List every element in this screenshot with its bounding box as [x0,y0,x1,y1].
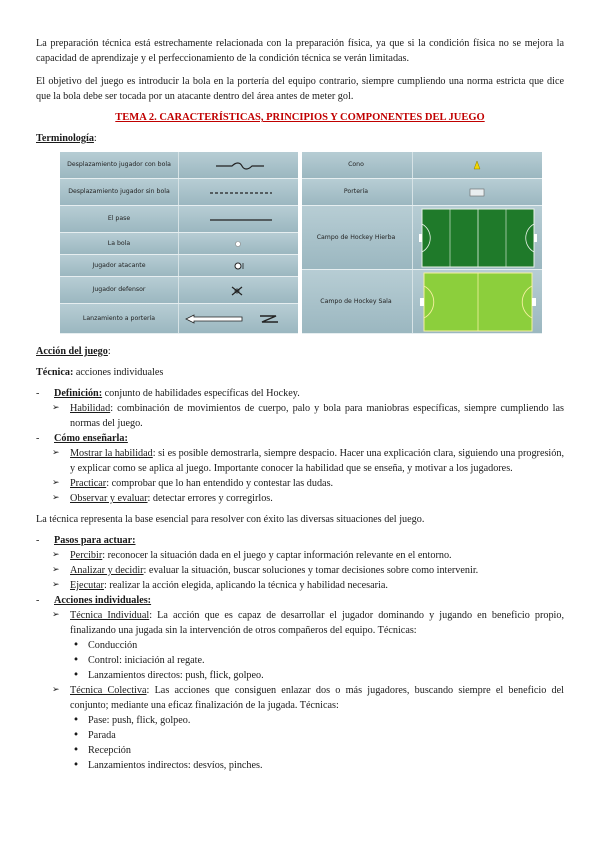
list-item: • Lanzamientos indirectos: desvíos, pinches. [36,758,564,773]
list-item: ➢ Mostrar la habilidad: si es posible demostrarla, siempre despacio. Hacer una explicación clara, siguiendo una progresión, y explicar como se aplica al juego. Importante conocer la habilidad que se enseña, y motivar a los jugadores. [36,446,564,476]
section-title: TEMA 2. CARACTERÍSTICAS, PRINCIPIOS Y COMPONENTES DEL JUEGO [115,112,485,123]
document-page [36,36,564,773]
term-label: Campo de Hockey Hierba [316,233,396,241]
list-item: ➢ Analizar y decidir: evaluar la situación, buscar soluciones y tomar decisiones sobre como intervenir. [36,563,564,578]
terminology-figure [36,152,564,334]
solid-line-icon [180,206,296,233]
dashed-line-icon [180,179,296,206]
list-item: - Acciones individuales: [36,593,564,608]
term-row [60,277,298,304]
terms-table-left [60,152,298,334]
terms-table-right [302,152,542,334]
list-item: • Parada [36,728,564,743]
term-row [60,152,298,179]
list-item: • Recepción [36,743,564,758]
goal-icon [414,179,540,206]
list-item: ➢ Técnica Colectiva: Las acciones que consiguen enlazar dos o más jugadores, buscando siempre el beneficio del conjunto; mediante una eficaz finalización de la jugada. Técnicas: [36,683,564,713]
term-label: Desplazamiento jugador sin bola [68,188,170,195]
intro-paragraph-2: El objetivo del juego es introducir la bola en la portería del equipo contrario, siempre cumpliendo una norma estricta que dice que la bola debe ser tocada por un atacante dentro del área antes de meter gol. [36,76,564,102]
term-row [302,152,542,179]
list-item: - Pasos para actuar: [36,533,564,548]
term-label: Campo de Hockey Sala [320,297,392,305]
list-item: ➢ Ejecutar: realizar la acción elegida, aplicando la técnica y habilidad necesaria. [36,578,564,593]
list-item: ➢ Percibir: reconocer la situación dada en el juego y captar información relevante en el entorno. [36,548,564,563]
list-item: • Pase: push, flick, golpeo. [36,713,564,728]
term-row [302,179,542,206]
tecnica-list [36,386,564,506]
list-item: - Definición: conjunto de habilidades específicas del Hockey. [36,386,564,401]
list-item: ➢ Habilidad: combinación de movimientos de cuerpo, palo y bola para maniobras específicas, siempre cumpliendo las normas del juego. [36,401,564,431]
term-row [60,255,298,277]
term-row [302,206,542,270]
cone-icon [414,152,540,179]
indoor-field-icon [414,270,540,334]
shot-arrow-icon [180,304,296,334]
accion-heading: Acción del juego: [36,346,111,357]
term-label: Desplazamiento jugador con bola [67,161,171,168]
list-item: - Cómo enseñarla: [36,431,564,446]
list-item: • Control: iniciación al regate. [36,653,564,668]
defender-icon [180,277,296,304]
pasos-list [36,533,564,773]
term-label: El pase [107,215,131,222]
term-row [60,233,298,255]
list-item: • Lanzamientos directos: push, flick, golpeo. [36,668,564,683]
term-label: Portería [343,188,369,195]
term-row [60,206,298,233]
list-item: • Conducción [36,638,564,653]
term-row [302,270,542,334]
tecnica-base-paragraph: La técnica representa la base esencial para resolver con éxito las diversas situaciones del juego. [36,514,425,525]
grass-field-icon [414,206,540,270]
term-row [60,304,298,334]
ball-icon [180,233,296,255]
list-item: ➢ Observar y evaluar: detectar errores y corregirlos. [36,491,564,506]
intro-paragraph-1: La preparación técnica está estrechamente relacionada con la preparación física, ya que si la condición física no se mejora la capacidad de aprendizaje y el perfeccionamiento de la condición técnica se verán limitadas. [36,38,564,64]
terminologia-heading: Terminología: [36,133,97,144]
term-label: La bola [107,239,131,247]
term-label: Jugador defensor [92,286,146,293]
term-row [60,179,298,206]
term-label: Jugador atacante [92,261,146,269]
term-label: Cono [348,161,364,168]
list-item: ➢ Técnica Individual: La acción que es capaz de desarrollar el jugador dominando y jugando en beneficio propio, finalizando una jugada sin la intervención de otros compañeros del equipo. Técnicas: [36,608,564,638]
tecnica-line: Técnica: acciones individuales [36,367,164,378]
attacker-icon [180,255,296,277]
term-label: Lanzamiento a portería [82,314,156,322]
wavy-line-icon [180,152,296,179]
list-item: ➢ Practicar: comprobar que lo han entendido y contestar las dudas. [36,476,564,491]
